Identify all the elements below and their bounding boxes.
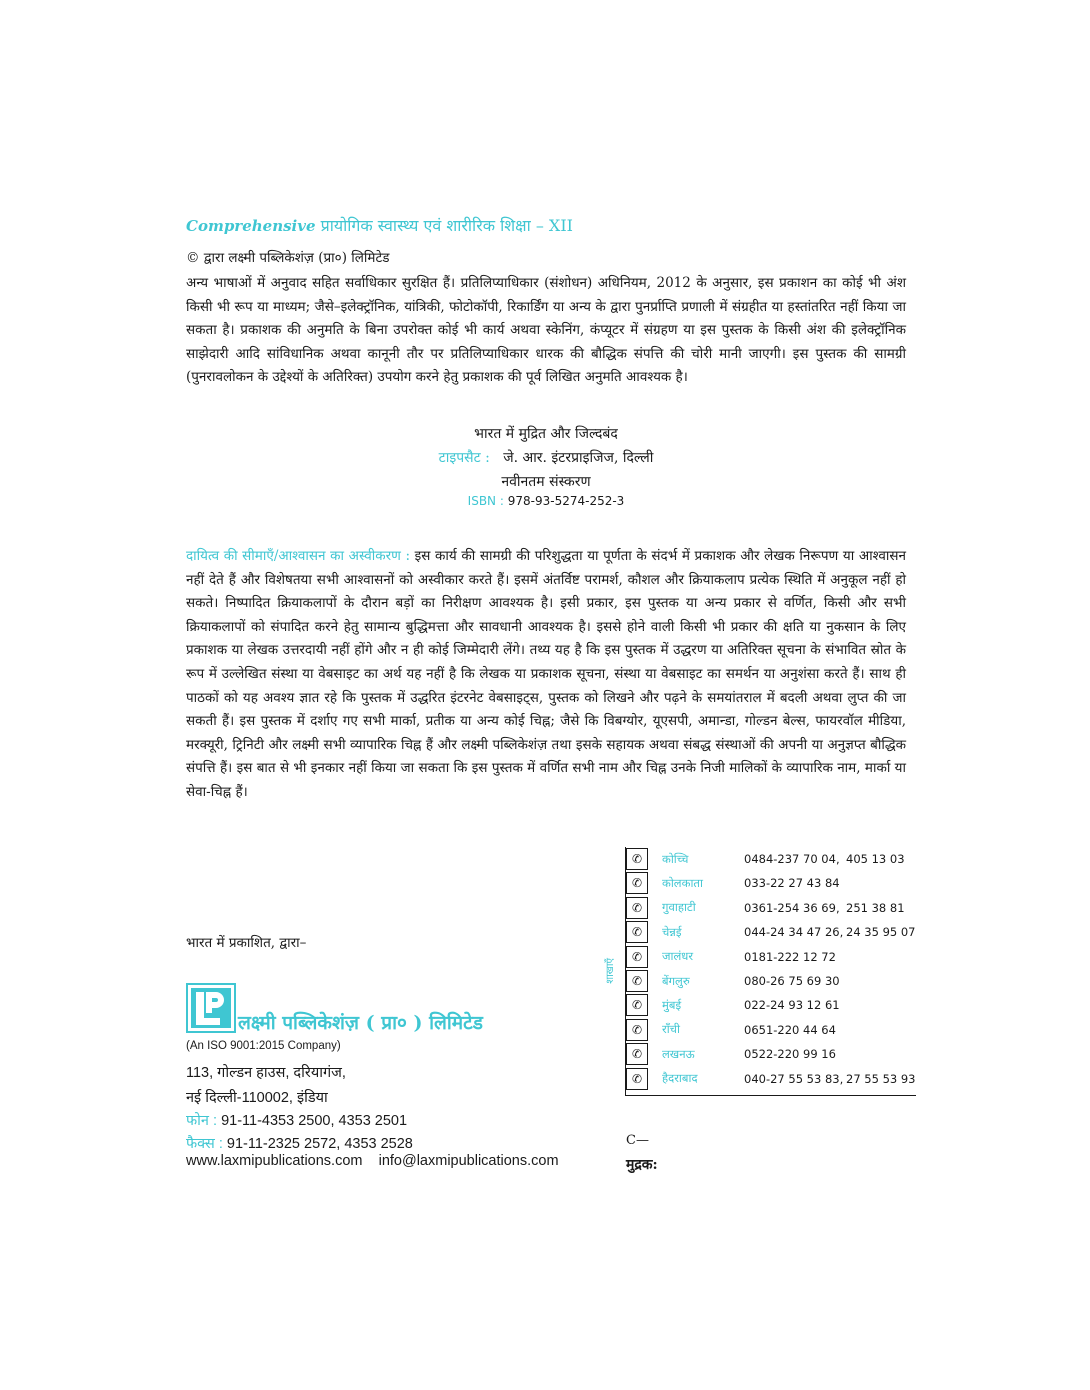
branch-row [626, 871, 916, 895]
branch-phone-2: 251 38 81 [846, 900, 905, 915]
phone-label: फोन : [186, 1113, 218, 1129]
telephone-icon: ✆ [626, 970, 648, 992]
branch-phone-1: 022-24 93 12 61 [744, 998, 840, 1013]
c-mark: C— [626, 1133, 649, 1148]
rights-paragraph: अन्य भाषाओं में अनुवाद सहित सर्वाधिकार सुरक्षित हैं। प्रतिलिप्याधिकार (संशोधन) अधिनियम, 2012 के अनुसार, इस प्रकाशन का कोई भी अंश किसी भी रूप या माध्यम; जैसे–इलेक्ट्रॉनिक, यांत्रिकी, फोटोकॉपी, रिकार्डिंग या अन्य के द्वारा पुनर्प्राप्ति प्रणाली में संग्रहीत या हस्तांतरित नहीं किया जा सकता है। प्रकाशक की अनुमति के बिना उपरोक्त कोई भी कार्य अथवा स्केनिंग, कंप्यूटर में संग्रहण या इस पुस्तक के किसी अंश की इलेक्ट्रॉनिक साझेदारी आदि सांविधानिक अथवा कानूनी तौर पर प्रतिलिप्याधिकार धारक की बौद्धिक संपत्ति की चोरी मानी जाएगी। इस पुस्तक की सामग्री (पुनरावलोकन के उद्देश्यों के अतिरिक्त) उपयोग करने हेतु प्रकाशक की पूर्व लिखित अनुमति आवश्यक है। [186, 275, 906, 386]
branch-row [626, 847, 916, 871]
title-script-word: Comprehensive [186, 217, 316, 235]
printed-in-line: भारत में मुद्रित और जिल्दबंद [474, 426, 618, 442]
publisher-contacts [186, 1153, 559, 1169]
branches-list [625, 847, 916, 1096]
typeset-line [186, 448, 906, 467]
branch-city: गुवाहाटी [662, 900, 696, 915]
branch-phone-1: 0522-220 99 16 [744, 1047, 836, 1062]
branch-phone-1: 080-26 75 69 30 [744, 974, 840, 988]
lp-logo-icon [186, 983, 236, 1033]
isbn-line [186, 494, 906, 508]
edition-line: नवीनतम संस्करण [501, 474, 591, 490]
branch-phone-1: 0361-254 36 69, [744, 900, 840, 915]
title-hindi: प्रायोगिक स्वास्थ्य एवं शारीरिक शिक्षा – XII [320, 216, 573, 235]
branch-phone-2: 24 35 95 07 [846, 925, 916, 940]
branch-city: राँची [662, 1022, 680, 1037]
address-line-1: 113, गोल्डन हाउस, दरियागंज, [186, 1065, 346, 1081]
branch-phone-2: 27 55 53 93 [846, 1071, 916, 1086]
branch-phone-2: 405 13 03 [846, 852, 905, 866]
telephone-icon: ✆ [626, 994, 648, 1016]
telephone-icon: ✆ [626, 921, 648, 943]
branch-phone-1: 0651-220 44 64 [744, 1022, 836, 1037]
branch-phone-1: 033-22 27 43 84 [744, 876, 840, 891]
published-by: भारत में प्रकाशित, द्वारा– [186, 935, 307, 951]
disclaimer-paragraph [186, 545, 906, 805]
disclaimer-text: इस कार्य की सामग्री की परिशुद्धता या पूर्णता के संदर्भ में प्रकाशक और लेखक निरूपण या आश्वासन नहीं देते हैं और विशेषतया सभी आश्वासनों को अस्वीकार करते हैं। इसमें अंतर्विष्ट परामर्श, कौशल और क्रियाकलाप प्रत्येक स्थिति में अनुकूल नहीं हो सकते। निष्पादित क्रियाकलापों के दौरान बड़ों का निरीक्षण आवश्यक है। इसी प्रकार, इस पुस्तक या अन्य प्रकार से वर्णित, किसी और सभी क्रियाकलापों को संपादित करने हेतु सामान्य बुद्धिमत्ता और सावधानी आवश्यक है। इससे होने वाली किसी भी प्रकार की क्षति या नुकसान के लिए प्रकाशक या लेखक उत्तरदायी नहीं होंगे और न ही कोई जिम्मेदारी लेंगे। तथ्य यह है कि इस पुस्तक में उद्धरण या अतिरिक्त सूचना के संभावित स्रोत के रूप में उल्लेखित संस्था या वेबसाइट का अर्थ यह नहीं है कि लेखक या प्रकाशक सूचना, संस्था या वेबसाइट का समर्थन या अनुशंसा करते हैं। साथ ही पाठकों को यह अवश्य ज्ञात रहे कि पुस्तक में उद्धरित इंटरनेट वेबसाइट्स, पुस्तक को लिखने और पढ़ने के समयांतराल में बदली अथवा लुप्त की जा सकती हैं। इस पुस्तक में दर्शाए गए सभी मार्का, प्रतीक या अन्य कोई चिह्न; जैसे कि विबग्योर, यूएसपी, अमान्डा, गोल्डन बेल्स, फायरवॉल मीडिया, मरक्यूरी, ट्रिनिटी और लक्ष्मी सभी व्यापारिक चिह्न हैं और लक्ष्मी पब्लिकेशंज़ तथा इसके सहायक अथवा संबद्ध संस्थाओं की अपनी या अनुज्ञप्त बौद्धिक संपत्ति हैं। इस बात से भी इनकार नहीं किया जा सकता कि इस पुस्तक में वर्णित सभी नाम और चिह्न उनके निजी मालिकों के व्यापारिक नाम, मार्का या सेवा-चिह्न हैं। [186, 548, 906, 800]
branch-phone-1: 040-27 55 53 83, [744, 1071, 844, 1086]
fax-value: 91-11-2325 2572, 4353 2528 [226, 1136, 413, 1152]
typeset-label: टाइपसैट : [438, 450, 490, 466]
telephone-icon: ✆ [626, 1043, 648, 1065]
branch-row [626, 1067, 916, 1091]
iso-note: (An ISO 9001:2015 Company) [186, 1040, 341, 1052]
publisher-fax [186, 1133, 413, 1153]
branch-city: बेंगलुरु [662, 973, 690, 988]
phone-value: 91-11-4353 2500, 4353 2501 [221, 1113, 408, 1129]
publisher-name: लक्ष्मी पब्लिकेशंज़ ( प्रा० ) लिमिटेड [238, 1012, 483, 1034]
branch-row [626, 945, 916, 969]
branch-phone-1: 0181-222 12 72 [744, 949, 836, 964]
telephone-icon: ✆ [626, 1019, 648, 1041]
branch-city: मुंबई [662, 997, 682, 1012]
branch-row [626, 969, 916, 993]
telephone-icon: ✆ [626, 897, 648, 919]
branch-row [626, 920, 916, 944]
branch-row [626, 896, 916, 920]
branch-city: कोलकाता [662, 875, 703, 890]
branch-city: कोच्चि [662, 851, 689, 866]
book-title [186, 214, 573, 236]
branch-city: हैदराबाद [662, 1071, 698, 1086]
website-link[interactable]: www.laxmipublications.com [186, 1153, 363, 1169]
telephone-icon: ✆ [626, 848, 648, 870]
email-link[interactable]: info@laxmipublications.com [378, 1153, 559, 1169]
fax-label: फैक्स : [186, 1136, 223, 1152]
copyright-line: © द्वारा लक्ष्मी पब्लिकेशंज़ (प्रा०) लिमिटेड [186, 250, 390, 266]
branch-city: लखनऊ [662, 1046, 695, 1061]
branch-row [626, 1018, 916, 1042]
telephone-icon: ✆ [626, 1068, 648, 1090]
branch-phone-1: 0484-237 70 04, [744, 852, 840, 866]
typeset-value: जे. आर. इंटरप्राइजिज, दिल्ली [503, 450, 654, 466]
branch-city: जालंधर [662, 949, 694, 964]
branch-row [626, 993, 916, 1017]
branches-label: शाखाएँ [605, 958, 616, 984]
telephone-icon: ✆ [626, 872, 648, 894]
address-line-2: नई दिल्ली-110002, इंडिया [186, 1090, 328, 1106]
branch-city: चेन्नई [662, 924, 682, 939]
isbn-value: 978-93-5274-252-3 [507, 494, 625, 508]
branch-row [626, 1042, 916, 1066]
printer-label: मुद्रक: [626, 1157, 658, 1173]
publisher-logo [186, 977, 483, 1033]
disclaimer-heading: दायित्व की सीमाएँ/आश्वासन का अस्वीकरण : [186, 548, 411, 564]
branch-phone-1: 044-24 34 47 26, [744, 925, 844, 940]
isbn-label: ISBN : [467, 494, 504, 508]
telephone-icon: ✆ [626, 946, 648, 968]
publisher-phone [186, 1110, 407, 1130]
